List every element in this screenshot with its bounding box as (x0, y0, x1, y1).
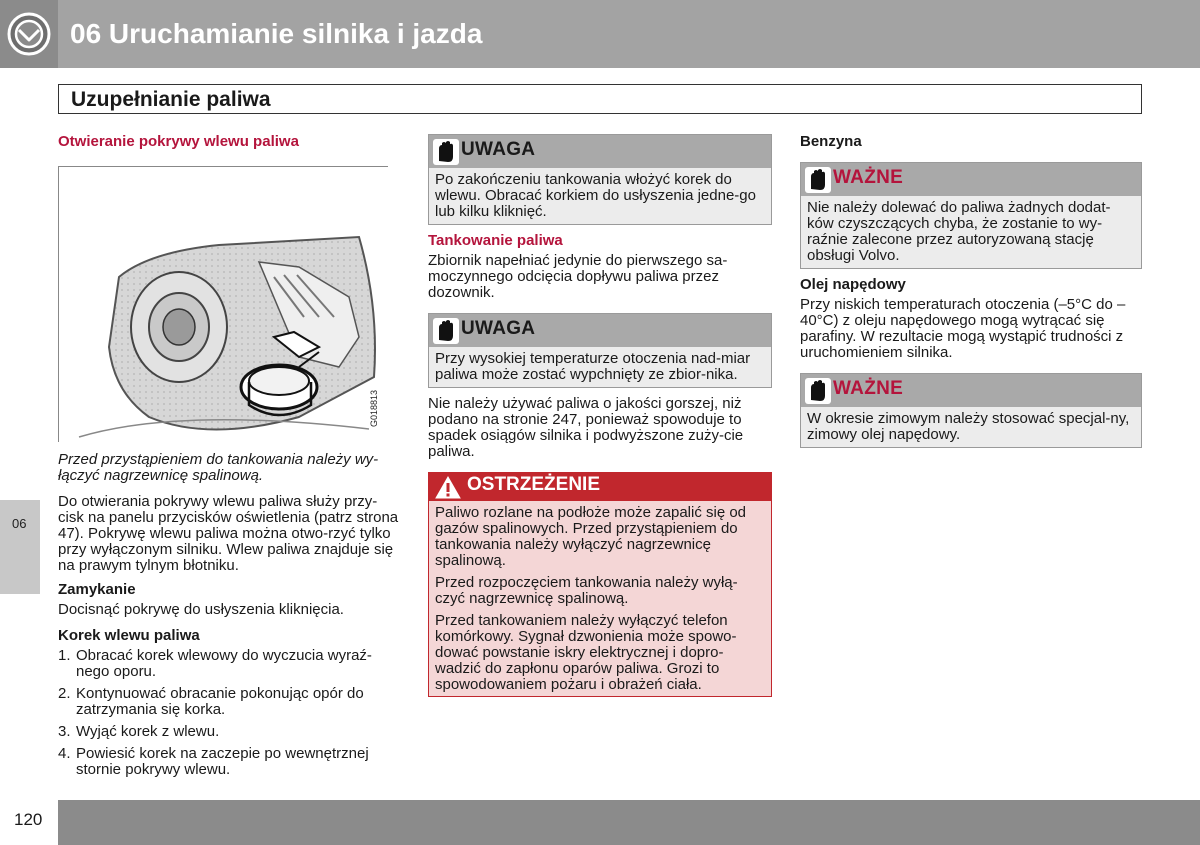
warning-text: Paliwo rozlane na podłoże może zapalić się od gazów spalinowych. Przed przystąpieniem do tankowania należy wyłączyć nagrzewnicę spalinową. (435, 504, 747, 569)
important-box (800, 162, 1142, 269)
warning-triangle-icon (435, 476, 461, 499)
important-text: W okresie zimowym należy stosować specjal-ny, zimowy olej napędowy. (807, 410, 1130, 443)
important-text: Nie należy dolewać do paliwa żadnych dodat-ków czyszczących chyba, że zostanie to wy-raźnie zalecone przez autoryzowaną stację obsługi Volvo. (807, 199, 1111, 264)
warning-box (428, 472, 772, 697)
note-box (428, 313, 772, 388)
diesel-text: Przy niskich temperaturach otoczenia (–5°C do –40°C) z oleju napędowego mogą wytrącać się parafiny. W rezultacie mogą wystąpić trudności z uruchomieniem silnika. (800, 296, 1126, 361)
warning-label: OSTRZEŻENIE (467, 474, 601, 495)
closing-text: Docisnąć pokrywę do usłyszenia kliknięcia. (58, 601, 344, 618)
petrol-heading: Benzyna (800, 133, 862, 150)
fuel-flap-heading: Otwieranie pokrywy wlewu paliwa (58, 133, 299, 150)
fuel-flap-intro: Do otwierania pokrywy wlewu paliwa służy przy-cisk na panelu przycisków oświetlenia (patrz strona 47). Pokrywę wlewu paliwa można otwo-rzyć tylko przy wyłączonym silniku. Wlew paliwa znajduje się na prawym tylnym błotniku. (58, 493, 399, 574)
note-text: Po zakończeniu tankowania włożyć korek do wlewu. Obracać korkiem do usłyszenia jedne-go lub kilku kliknięć. (435, 171, 756, 220)
note-hand-icon (433, 139, 459, 165)
list-item: 1. Obracać korek wlewowy do wyczucia wyraź-nego oporu. (58, 647, 372, 680)
cap-steps-list (58, 648, 400, 778)
volvo-logo (0, 0, 58, 68)
page-footer (0, 800, 1200, 845)
chapter-header (0, 0, 1200, 68)
column-middle (428, 134, 772, 705)
important-hand-icon (805, 378, 831, 404)
list-item: 4. Powiesić korek na zaczepie po wewnętrznej stornie pokrywy wlewu. (58, 745, 369, 778)
figure-code: G018813 (369, 389, 379, 427)
important-hand-icon (805, 167, 831, 193)
note-label: UWAGA (461, 318, 536, 339)
fuel-quality-text: Nie należy używać paliwa o jakości gorszej, niż podano na stronie 247, ponieważ spowoduje to spadek osiągów silnika i podwyższone zuży-cie paliwa. (428, 395, 744, 460)
chapter-side-tab (0, 500, 40, 594)
important-label: WAŻNE (833, 167, 904, 188)
figure-caption: Przed przystąpieniem do tankowania należy wy-łączyć nagrzewnicę spalinową. (58, 451, 379, 484)
note-hand-icon (433, 318, 459, 344)
list-item: 2. Kontynuować obracanie pokonując opór do zatrzymania się korka. (58, 685, 364, 718)
important-label: WAŻNE (833, 378, 904, 399)
refuel-heading: Tankowanie paliwa (428, 232, 563, 249)
note-text: Przy wysokiej temperaturze otoczenia nad-miar paliwa może zostać wypchnięty ze zbior-nika. (435, 350, 751, 383)
note-box (428, 134, 772, 225)
fuel-flap-illustration (58, 166, 388, 442)
refuel-text: Zbiornik napełniać jedynie do pierwszego sa-moczynnego odcięcia dopływu paliwa przez dozownik. (428, 252, 728, 301)
warning-text: Przed rozpoczęciem tankowania należy wyłą-czyć nagrzewnicę spalinową. (435, 574, 738, 607)
column-left (58, 134, 400, 784)
page-number: 120 (14, 810, 43, 829)
section-title-box (58, 84, 1142, 114)
cap-heading: Korek wlewu paliwa (58, 627, 200, 644)
chapter-title: 06 Uruchamianie silnika i jazda (70, 18, 483, 49)
section-title: Uzupełnianie paliwa (71, 88, 271, 111)
column-right (800, 134, 1142, 456)
warning-text: Przed tankowaniem należy wyłączyć telefon komórkowy. Sygnał dzwonienia może spowo-dować powstanie iskry elektrycznej i dopro-wadzić do zapłonu oparów paliwa. Grozi to spowodowaniem pożaru i obrażeń ciała. (435, 612, 737, 693)
diesel-heading: Olej napędowy (800, 276, 906, 293)
list-item: 3. Wyjąć korek z wlewu. (58, 723, 220, 740)
closing-heading: Zamykanie (58, 581, 136, 598)
note-label: UWAGA (461, 139, 536, 160)
important-box (800, 373, 1142, 448)
side-tab-label: 06 (12, 516, 27, 531)
